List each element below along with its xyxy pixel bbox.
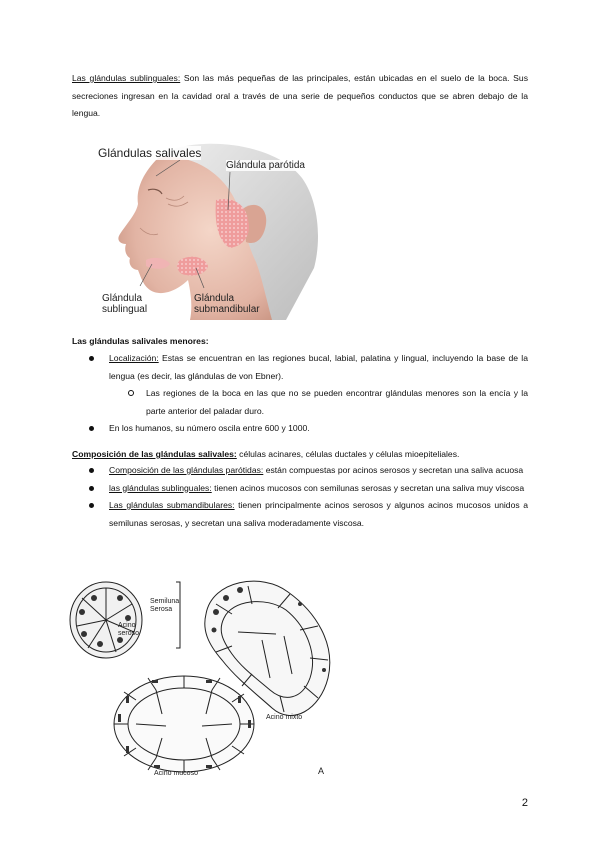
label-acino-mucoso: Acino mucoso: [154, 770, 198, 777]
label-acino-seroso: [118, 622, 139, 638]
list-item: [72, 497, 528, 532]
composition-heading-label: Composición de las glándulas salivales:: [72, 449, 237, 459]
figure-letter: A: [318, 766, 325, 776]
composition-heading: [72, 446, 528, 464]
label-semiluna-serosa: [150, 598, 179, 614]
comp-item3-text: tienen principalmente acinos serosos y algunos acinos mucosos unidos a semilunas serosas, y secretan una saliva moderadamente viscosa.: [109, 500, 528, 528]
acinus-diagram: [66, 574, 338, 784]
page-number: 2: [521, 797, 528, 809]
acinus-illustration: [66, 574, 338, 784]
list-item: [72, 420, 528, 438]
comp-item2-label: las glándulas sublinguales:: [109, 482, 212, 493]
comp-item1-label: Composición de las glándulas parótidas:: [109, 465, 264, 475]
minor-item1-text: Estas se encuentran en las regiones bucal, labial, palatina y lingual, incluyendo la base de la lengua (es decir, las glándulas de von Ebner).: [109, 353, 528, 381]
comp-item2-text: tienen acinos mucosos con semilunas serosas y secretan una saliva muy viscosa: [211, 482, 525, 493]
minor-heading: Las glándulas salivales menores:: [72, 336, 209, 346]
label-sublingual: [102, 293, 147, 315]
list-item: [72, 350, 528, 385]
label-sublingual-line2: sublingual: [102, 304, 148, 315]
bullet-icon: [89, 356, 94, 361]
label-parotid: Glándula parótida: [226, 160, 305, 171]
label-sublingual-line1: Glándula: [102, 293, 143, 304]
label-submand-line1: Glándula: [194, 293, 235, 304]
comp-item1-text: están compuestas por acinos serosos y secretan una saliva acuosa: [263, 465, 524, 475]
composition-heading-text: células acinares, células ductales y células mioepiteliales.: [236, 449, 460, 459]
figure1-title: Glándulas salivales: [98, 146, 202, 160]
bullet-icon: [89, 486, 94, 491]
minor-item1-label: Localización:: [109, 353, 159, 363]
bullet-icon: [89, 468, 94, 473]
composition-list: [72, 462, 528, 532]
label-acino-mixto: Acino mixto: [266, 714, 303, 721]
comp-item3-label: Las glándulas submandibulares:: [109, 500, 235, 510]
label-semiluna-line1: Semiluna: [150, 598, 180, 605]
bullet-icon: [89, 503, 94, 508]
minor-sub1-text: Las regiones de la boca en las que no se pueden encontrar glándulas menores son la encía y la parte anterior del paladar duro.: [146, 388, 528, 416]
label-submand-line2: submandibular: [194, 304, 260, 315]
intro-text: Son las más pequeñas de las principales, están ubicadas en el suelo de la boca. Sus secreciones ingresan en la cavidad oral a través de una serie de pequeños conductos que se abren debajo de la lengua.: [72, 73, 528, 118]
label-acino-seroso-line2: seroso: [118, 630, 140, 637]
intro-title: Las glándulas sublinguales:: [72, 73, 181, 83]
salivary-glands-figure: [96, 138, 324, 320]
list-item: [72, 462, 528, 480]
label-acino-seroso-line1: Acino: [118, 622, 136, 629]
circle-bullet-icon: [128, 390, 134, 396]
list-item: [72, 480, 528, 498]
label-submandibular: [194, 293, 260, 315]
minor-item2-text: En los humanos, su número oscila entre 600 y 1000.: [109, 423, 310, 433]
intro-paragraph: [72, 70, 528, 123]
label-semiluna-line2: Serosa: [150, 606, 173, 613]
bullet-icon: [89, 426, 94, 431]
minor-list: [72, 350, 528, 438]
list-subitem: [72, 385, 528, 420]
